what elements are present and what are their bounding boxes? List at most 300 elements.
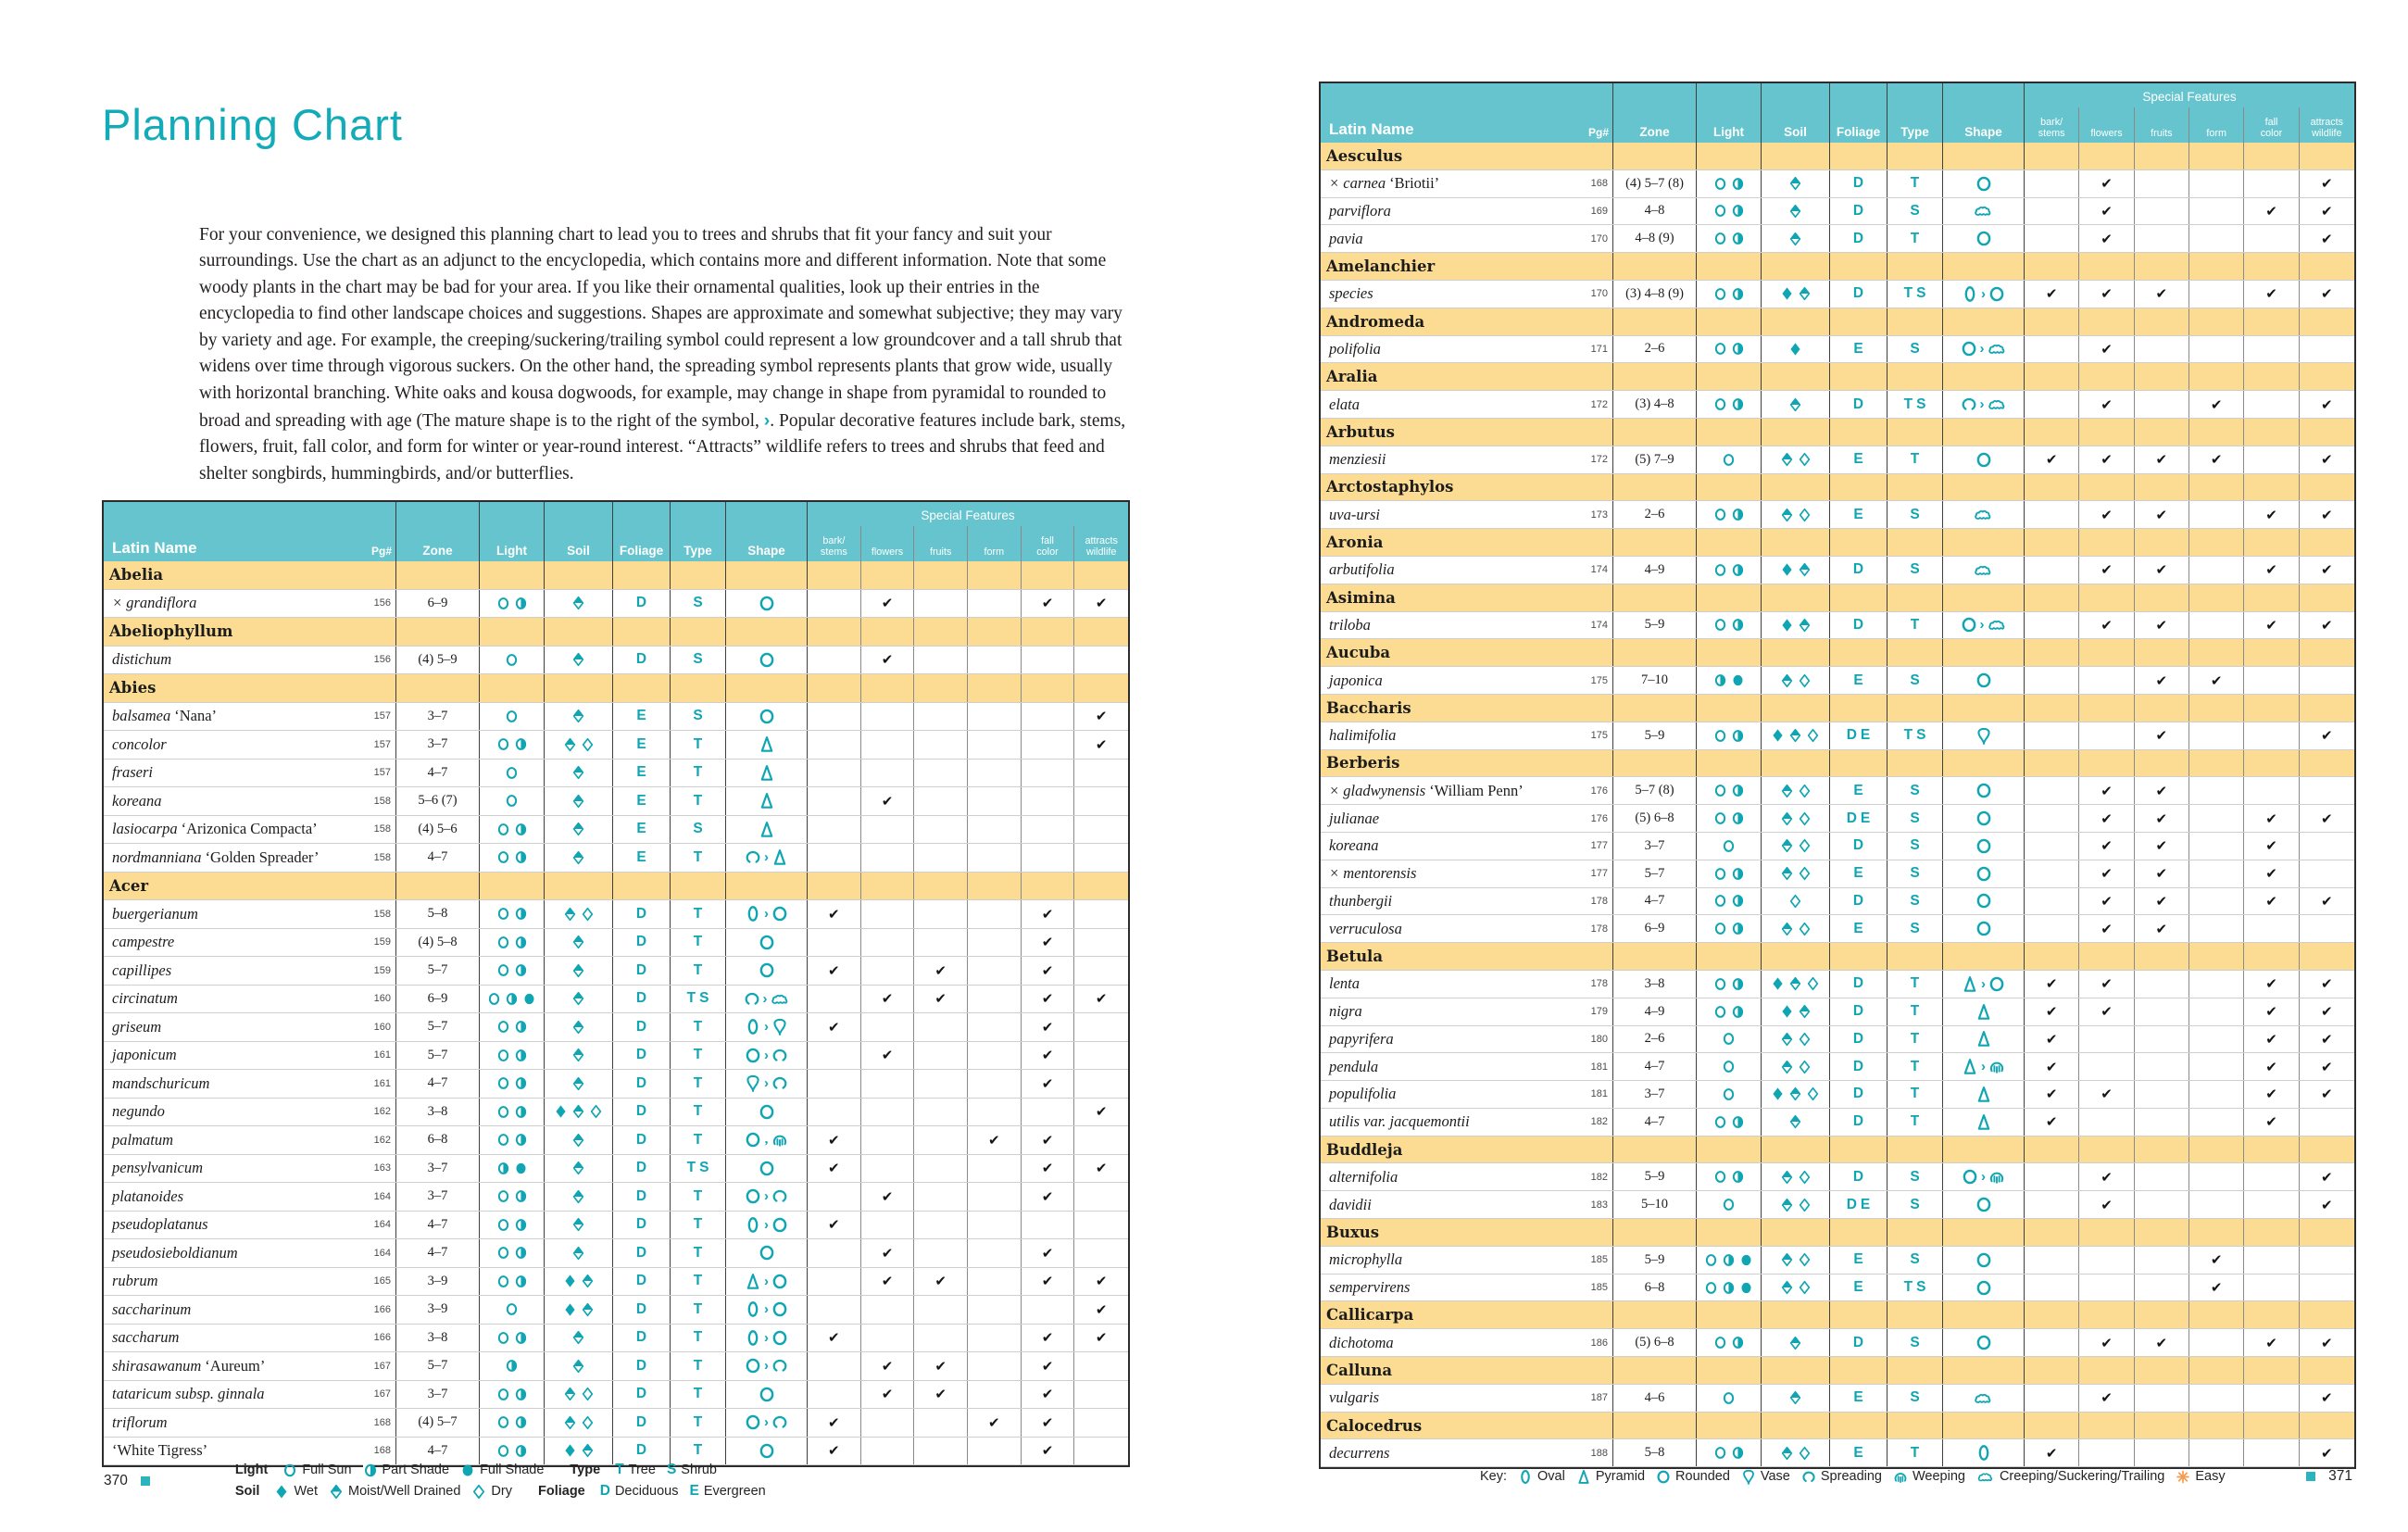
fall-feature-cell (1022, 1183, 1075, 1211)
 (1697, 943, 1762, 970)
col-header-flowers: flowers (2079, 107, 2134, 143)
foliage-cell (1830, 1163, 1888, 1190)
fall-feature-cell (2244, 722, 2299, 749)
moist-icon (1780, 837, 1794, 854)
checkmark-icon: ✔ (2101, 1389, 2113, 1407)
light-cell (1697, 860, 1762, 887)
wildlife-feature-cell (1074, 986, 1128, 1013)
 (1762, 1136, 1830, 1163)
mature-arrow-icon: › (764, 906, 769, 923)
flowers-feature-cell (2079, 446, 2134, 473)
legend-label: Part Shade (382, 1463, 450, 1477)
 (1888, 1219, 1943, 1246)
creeping-icon (1974, 561, 1993, 579)
 (2244, 308, 2299, 335)
soil-cell (1762, 170, 1830, 197)
light-cell (1697, 667, 1762, 694)
type-cell (1888, 1385, 1943, 1412)
foliage-D: D (1852, 1058, 1864, 1074)
type-T: T (693, 848, 703, 865)
light-cell (1697, 888, 1762, 915)
moist-icon (571, 1132, 585, 1149)
part-icon (514, 736, 528, 752)
genus-name: Aesculus (1326, 146, 1403, 165)
shape-cell (726, 1042, 808, 1070)
soil-cell (1762, 860, 1830, 887)
 (2189, 1413, 2244, 1439)
light-cell (480, 1325, 545, 1352)
page-ref: 158 (361, 816, 396, 844)
genus-name: Andromeda (1326, 312, 1425, 331)
fruits-feature-cell (2135, 391, 2189, 418)
 (1578, 308, 1613, 335)
 (1943, 584, 2025, 611)
bark-feature-cell (2025, 281, 2079, 308)
wet-icon (554, 1103, 568, 1120)
zone-range: (5) 7–9 (1613, 446, 1697, 473)
foliage-cell (613, 1325, 671, 1352)
flowers-feature-cell (861, 787, 915, 815)
fruits-feature-cell (914, 1268, 968, 1296)
 (2135, 474, 2189, 501)
shade-icon (460, 1463, 475, 1478)
checkmark-icon: ✔ (1041, 1273, 1054, 1290)
 (1697, 1413, 1762, 1439)
 (2300, 695, 2354, 722)
type-cell (1888, 1026, 1943, 1053)
type-cell (671, 844, 726, 872)
moist-icon (1788, 975, 1802, 992)
 (2079, 1219, 2134, 1246)
checkmark-icon: ✔ (2265, 1058, 2277, 1075)
type-cell (1888, 1053, 1943, 1080)
soil-cell (545, 1013, 613, 1041)
moist-icon (1780, 1445, 1794, 1462)
moist-icon (581, 1273, 595, 1289)
mature-arrow-icon: › (764, 1047, 769, 1063)
legend-label: Shrub (681, 1463, 717, 1477)
wildlife-feature-cell (2300, 1191, 2354, 1218)
flowers-feature-cell (2079, 225, 2134, 252)
part-icon (1731, 231, 1745, 246)
foliage-D: D (1852, 1003, 1864, 1020)
foliage-cell (1830, 1385, 1888, 1412)
sun-icon (1722, 452, 1736, 468)
shape-cell (1943, 391, 2025, 418)
light-cell (480, 1099, 545, 1126)
wildlife-feature-cell (1074, 1155, 1128, 1183)
zone-range: 4–7 (396, 844, 480, 872)
checkmark-icon: ✔ (934, 1386, 947, 1403)
 (1830, 253, 1888, 280)
mature-arrow-icon: › (764, 1216, 769, 1233)
moist-icon (571, 595, 585, 611)
part-icon (1731, 783, 1745, 798)
legend-letter-D: D (599, 1483, 610, 1499)
checkmark-icon: ✔ (1041, 934, 1054, 951)
 (613, 561, 671, 589)
bark-feature-cell (2025, 391, 2079, 418)
form-feature-cell (2189, 1247, 2244, 1274)
foliage-D: D (635, 1131, 647, 1148)
wildlife-feature-cell (2300, 1109, 2354, 1136)
fall-feature-cell (2244, 805, 2299, 832)
checkmark-icon: ✔ (2101, 230, 2113, 247)
type-T: T (1903, 285, 1913, 302)
 (1943, 1357, 2025, 1384)
soil-cell (1762, 336, 1830, 363)
type-T: T (1903, 1279, 1913, 1296)
species-row (104, 703, 1128, 732)
checkmark-icon: ✔ (1095, 990, 1108, 1008)
type-cell (1888, 1439, 1943, 1466)
 (1074, 873, 1128, 900)
fall-feature-cell (2244, 198, 2299, 225)
 (2135, 308, 2189, 335)
light-cell (480, 1013, 545, 1041)
soil-cell (545, 929, 613, 957)
species-row (104, 1239, 1128, 1268)
wildlife-feature-cell (1074, 1239, 1128, 1267)
checkmark-icon: ✔ (1095, 1273, 1108, 1290)
latin-name: japonica (1329, 671, 1383, 689)
moist-icon (581, 1301, 595, 1318)
shape-cell (726, 647, 808, 674)
foliage-cell (613, 986, 671, 1013)
zone-range: 4–9 (1613, 998, 1697, 1025)
checkmark-icon: ✔ (2321, 175, 2333, 193)
legend-group-label: Light (234, 1463, 269, 1477)
flowers-feature-cell (2079, 777, 2134, 804)
 (2244, 1219, 2299, 1246)
moist-icon (571, 1188, 585, 1205)
sun-icon (1713, 866, 1727, 882)
 (1888, 639, 1943, 666)
genus-row (104, 873, 1128, 901)
 (613, 502, 671, 526)
 (2079, 253, 2134, 280)
 (1888, 253, 1943, 280)
checkmark-icon: ✔ (1041, 1047, 1054, 1064)
part-icon (1731, 1004, 1745, 1020)
sun-icon (282, 1463, 297, 1478)
 (1830, 639, 1888, 666)
foliage-cell (1830, 915, 1888, 942)
checkmark-icon: ✔ (2265, 975, 2277, 993)
genus-name: Abies (109, 679, 157, 697)
 (2025, 1219, 2079, 1246)
pyramid-icon (759, 792, 775, 810)
form-feature-cell (968, 1268, 1022, 1296)
rounded-icon (745, 1413, 761, 1431)
col-header-type: Type (671, 526, 726, 561)
shape-cell (1943, 170, 2025, 197)
type-cell (671, 1042, 726, 1070)
mature-arrow-icon: › (764, 1414, 769, 1431)
shape-cell (726, 1325, 808, 1352)
foliage-D: D (635, 1413, 647, 1430)
shape-cell (726, 1183, 808, 1211)
dry-icon (471, 1484, 486, 1500)
sun-icon (1722, 1086, 1736, 1102)
rounded-icon (771, 1216, 788, 1234)
bark-feature-cell (2025, 722, 2079, 749)
 (2244, 639, 2299, 666)
wildlife-feature-cell (2300, 336, 2354, 363)
type-cell (1888, 667, 1943, 694)
bark-feature-cell (808, 1409, 861, 1437)
foliage-D: D (1846, 810, 1857, 826)
 (1830, 1219, 1888, 1246)
form-feature-cell (968, 986, 1022, 1013)
dry-icon (1798, 1059, 1812, 1075)
vase-icon (771, 1018, 788, 1036)
zone-range: (4) 5–8 (396, 929, 480, 957)
checkmark-icon: ✔ (1041, 1357, 1054, 1375)
light-cell (480, 1070, 545, 1098)
 (2135, 529, 2189, 556)
type-S: S (1910, 810, 1920, 826)
latin-name: × mentorensis (1329, 864, 1417, 883)
sun-icon (496, 736, 510, 752)
bark-feature-cell (2025, 777, 2079, 804)
dry-icon (1806, 727, 1820, 744)
flowers-feature-cell (861, 1268, 915, 1296)
species-row (104, 1126, 1128, 1155)
page-ref: 160 (361, 986, 396, 1013)
latin-name: vulgaris (1329, 1388, 1380, 1407)
sun-icon (1713, 396, 1727, 412)
 (613, 873, 671, 900)
light-cell (480, 900, 545, 928)
fruits-feature-cell (2135, 915, 2189, 942)
foliage-cell (1830, 281, 1888, 308)
foliage-cell (1830, 722, 1888, 749)
 (671, 561, 726, 589)
soil-cell (545, 1070, 613, 1098)
soil-cell (545, 900, 613, 928)
table-header (104, 502, 1128, 561)
sun-icon (1713, 286, 1727, 302)
species-row (1321, 998, 2354, 1026)
foliage-cell (1830, 667, 1888, 694)
 (2135, 419, 2189, 446)
part-icon (514, 596, 528, 611)
 (2244, 143, 2299, 170)
creeping-icon (1974, 1389, 1993, 1407)
page-ref: 157 (361, 703, 396, 731)
checkmark-icon: ✔ (1095, 1160, 1108, 1177)
checkmark-icon: ✔ (2045, 451, 2058, 469)
 (1762, 308, 1830, 335)
type-T: T (1910, 451, 1920, 468)
foliage-D: D (635, 1329, 647, 1346)
col-header-latin-name: Latin Name (112, 539, 197, 557)
shape-cell (1943, 833, 2025, 860)
 (2189, 529, 2244, 556)
 (1830, 143, 1888, 170)
mature-arrow-icon: › (1979, 617, 1985, 634)
type-S: S (1910, 1168, 1920, 1185)
checkmark-icon: ✔ (2265, 837, 2277, 855)
 (1578, 143, 1613, 170)
moist-icon (1780, 672, 1794, 689)
checkmark-icon: ✔ (2101, 975, 2113, 993)
form-feature-cell (968, 1325, 1022, 1352)
species-row (1321, 1191, 2354, 1219)
latin-name: × carnea ‘Briotii’ (1329, 174, 1440, 193)
 (1830, 474, 1888, 501)
soil-cell (1762, 667, 1830, 694)
zone-range: 5–10 (1613, 1191, 1697, 1218)
 (1888, 419, 1943, 446)
 (2189, 1219, 2244, 1246)
flowers-feature-cell (861, 844, 915, 872)
wildlife-feature-cell (2300, 722, 2354, 749)
foliage-D: D (635, 1074, 647, 1091)
checkmark-icon: ✔ (828, 1131, 840, 1149)
bark-feature-cell (808, 929, 861, 957)
species-row (104, 929, 1128, 958)
rounded-icon (771, 1329, 788, 1347)
fruits-feature-cell (2135, 225, 2189, 252)
type-S: S (1910, 506, 1920, 522)
 (396, 561, 480, 589)
 (1762, 695, 1830, 722)
foliage-cell (1830, 1026, 1888, 1053)
bark-feature-cell (2025, 1385, 2079, 1412)
checkmark-icon: ✔ (2265, 1030, 2277, 1048)
form-feature-cell (968, 787, 1022, 815)
genus-name: Aralia (1326, 368, 1378, 386)
 (1697, 1301, 1762, 1328)
flowers-feature-cell (861, 900, 915, 928)
rounded-icon (1988, 285, 2005, 303)
 (1074, 561, 1128, 589)
 (480, 674, 545, 702)
foliage-E: E (636, 848, 646, 865)
col-header-flowers: flowers (861, 526, 915, 561)
form-feature-cell (2189, 1275, 2244, 1301)
sun-icon (496, 962, 510, 978)
 (1578, 363, 1613, 390)
 (2135, 1136, 2189, 1163)
 (2079, 1136, 2134, 1163)
foliage-D: D (1852, 561, 1864, 578)
page-marker-square (141, 1476, 150, 1486)
fruits-feature-cell (914, 647, 968, 674)
type-cell (1888, 612, 1943, 639)
shade-icon (1731, 672, 1745, 688)
zone-range: 5–7 (396, 1352, 480, 1380)
species-row (104, 1409, 1128, 1438)
rounded-icon (759, 1160, 775, 1177)
fall-feature-cell (1022, 1070, 1075, 1098)
light-cell (1697, 557, 1762, 584)
wildlife-feature-cell (1074, 1268, 1128, 1296)
legend-group-label: Foliage (537, 1484, 585, 1499)
shape-cell (726, 1438, 808, 1465)
type-T: T (693, 1329, 703, 1346)
wildlife-feature-cell (2300, 198, 2354, 225)
latin-name: papyrifera (1329, 1029, 1394, 1048)
foliage-cell (613, 929, 671, 957)
wildlife-feature-cell (2300, 612, 2354, 639)
type-T: T (1910, 1003, 1920, 1020)
wildlife-feature-cell (2300, 860, 2354, 887)
type-cell (1888, 1081, 1943, 1108)
 (1762, 750, 1830, 777)
checkmark-icon: ✔ (2321, 230, 2333, 247)
foliage-cell (613, 816, 671, 844)
type-S: S (1910, 865, 1920, 882)
col-header-pg: Pg# (361, 526, 396, 561)
fruits-feature-cell (2135, 557, 2189, 584)
 (914, 674, 968, 702)
legend-label: Vase (1760, 1469, 1790, 1484)
checkmark-icon: ✔ (2265, 1334, 2277, 1351)
page-number-left: 370 (104, 1472, 128, 1488)
genus-row (1321, 750, 2354, 778)
foliage-D: D (1852, 230, 1864, 246)
 (2300, 943, 2354, 970)
moist-icon (571, 793, 585, 810)
oval-icon (745, 905, 761, 923)
shape-cell (726, 1268, 808, 1296)
wet-icon (1780, 561, 1794, 578)
 (1613, 83, 1697, 107)
zone-range: (3) 4–8 (1613, 391, 1697, 418)
 (968, 618, 1022, 646)
sun-icon (1722, 838, 1736, 854)
foliage-cell (613, 1099, 671, 1126)
col-header-foliage: Foliage (1830, 107, 1888, 143)
foliage-cell (613, 760, 671, 787)
form-feature-cell (2189, 225, 2244, 252)
sun-icon (496, 1019, 510, 1035)
page-ref: 178 (1578, 971, 1613, 998)
mature-arrow-icon: › (762, 990, 768, 1007)
species-row (104, 1296, 1128, 1325)
 (2189, 308, 2244, 335)
dry-icon (1798, 1031, 1812, 1048)
moist-icon (571, 990, 585, 1007)
foliage-cell (613, 1409, 671, 1437)
foliage-cell (613, 1352, 671, 1380)
moist-icon (1780, 1169, 1794, 1186)
latin-name: × gladwynensis ‘William Penn’ (1329, 781, 1524, 799)
page-ref: 181 (1578, 1053, 1613, 1080)
checkmark-icon: ✔ (2101, 396, 2113, 413)
foliage-D: D (635, 1273, 647, 1289)
pyramid-icon (1962, 975, 1978, 993)
form-feature-cell (968, 1239, 1022, 1267)
 (1697, 363, 1762, 390)
rounded-icon (759, 595, 775, 612)
 (1578, 639, 1613, 666)
type-T: T (693, 1047, 703, 1063)
fruits-feature-cell (2135, 1439, 2189, 1466)
checkmark-icon: ✔ (1041, 905, 1054, 923)
sun-icon (496, 596, 510, 611)
checkmark-icon: ✔ (2321, 1003, 2333, 1021)
sun-icon (496, 1443, 510, 1459)
 (1697, 529, 1762, 556)
 (1697, 695, 1762, 722)
type-S: S (1910, 892, 1920, 909)
checkmark-icon: ✔ (2045, 1030, 2058, 1048)
col-header-form: form (968, 526, 1022, 561)
